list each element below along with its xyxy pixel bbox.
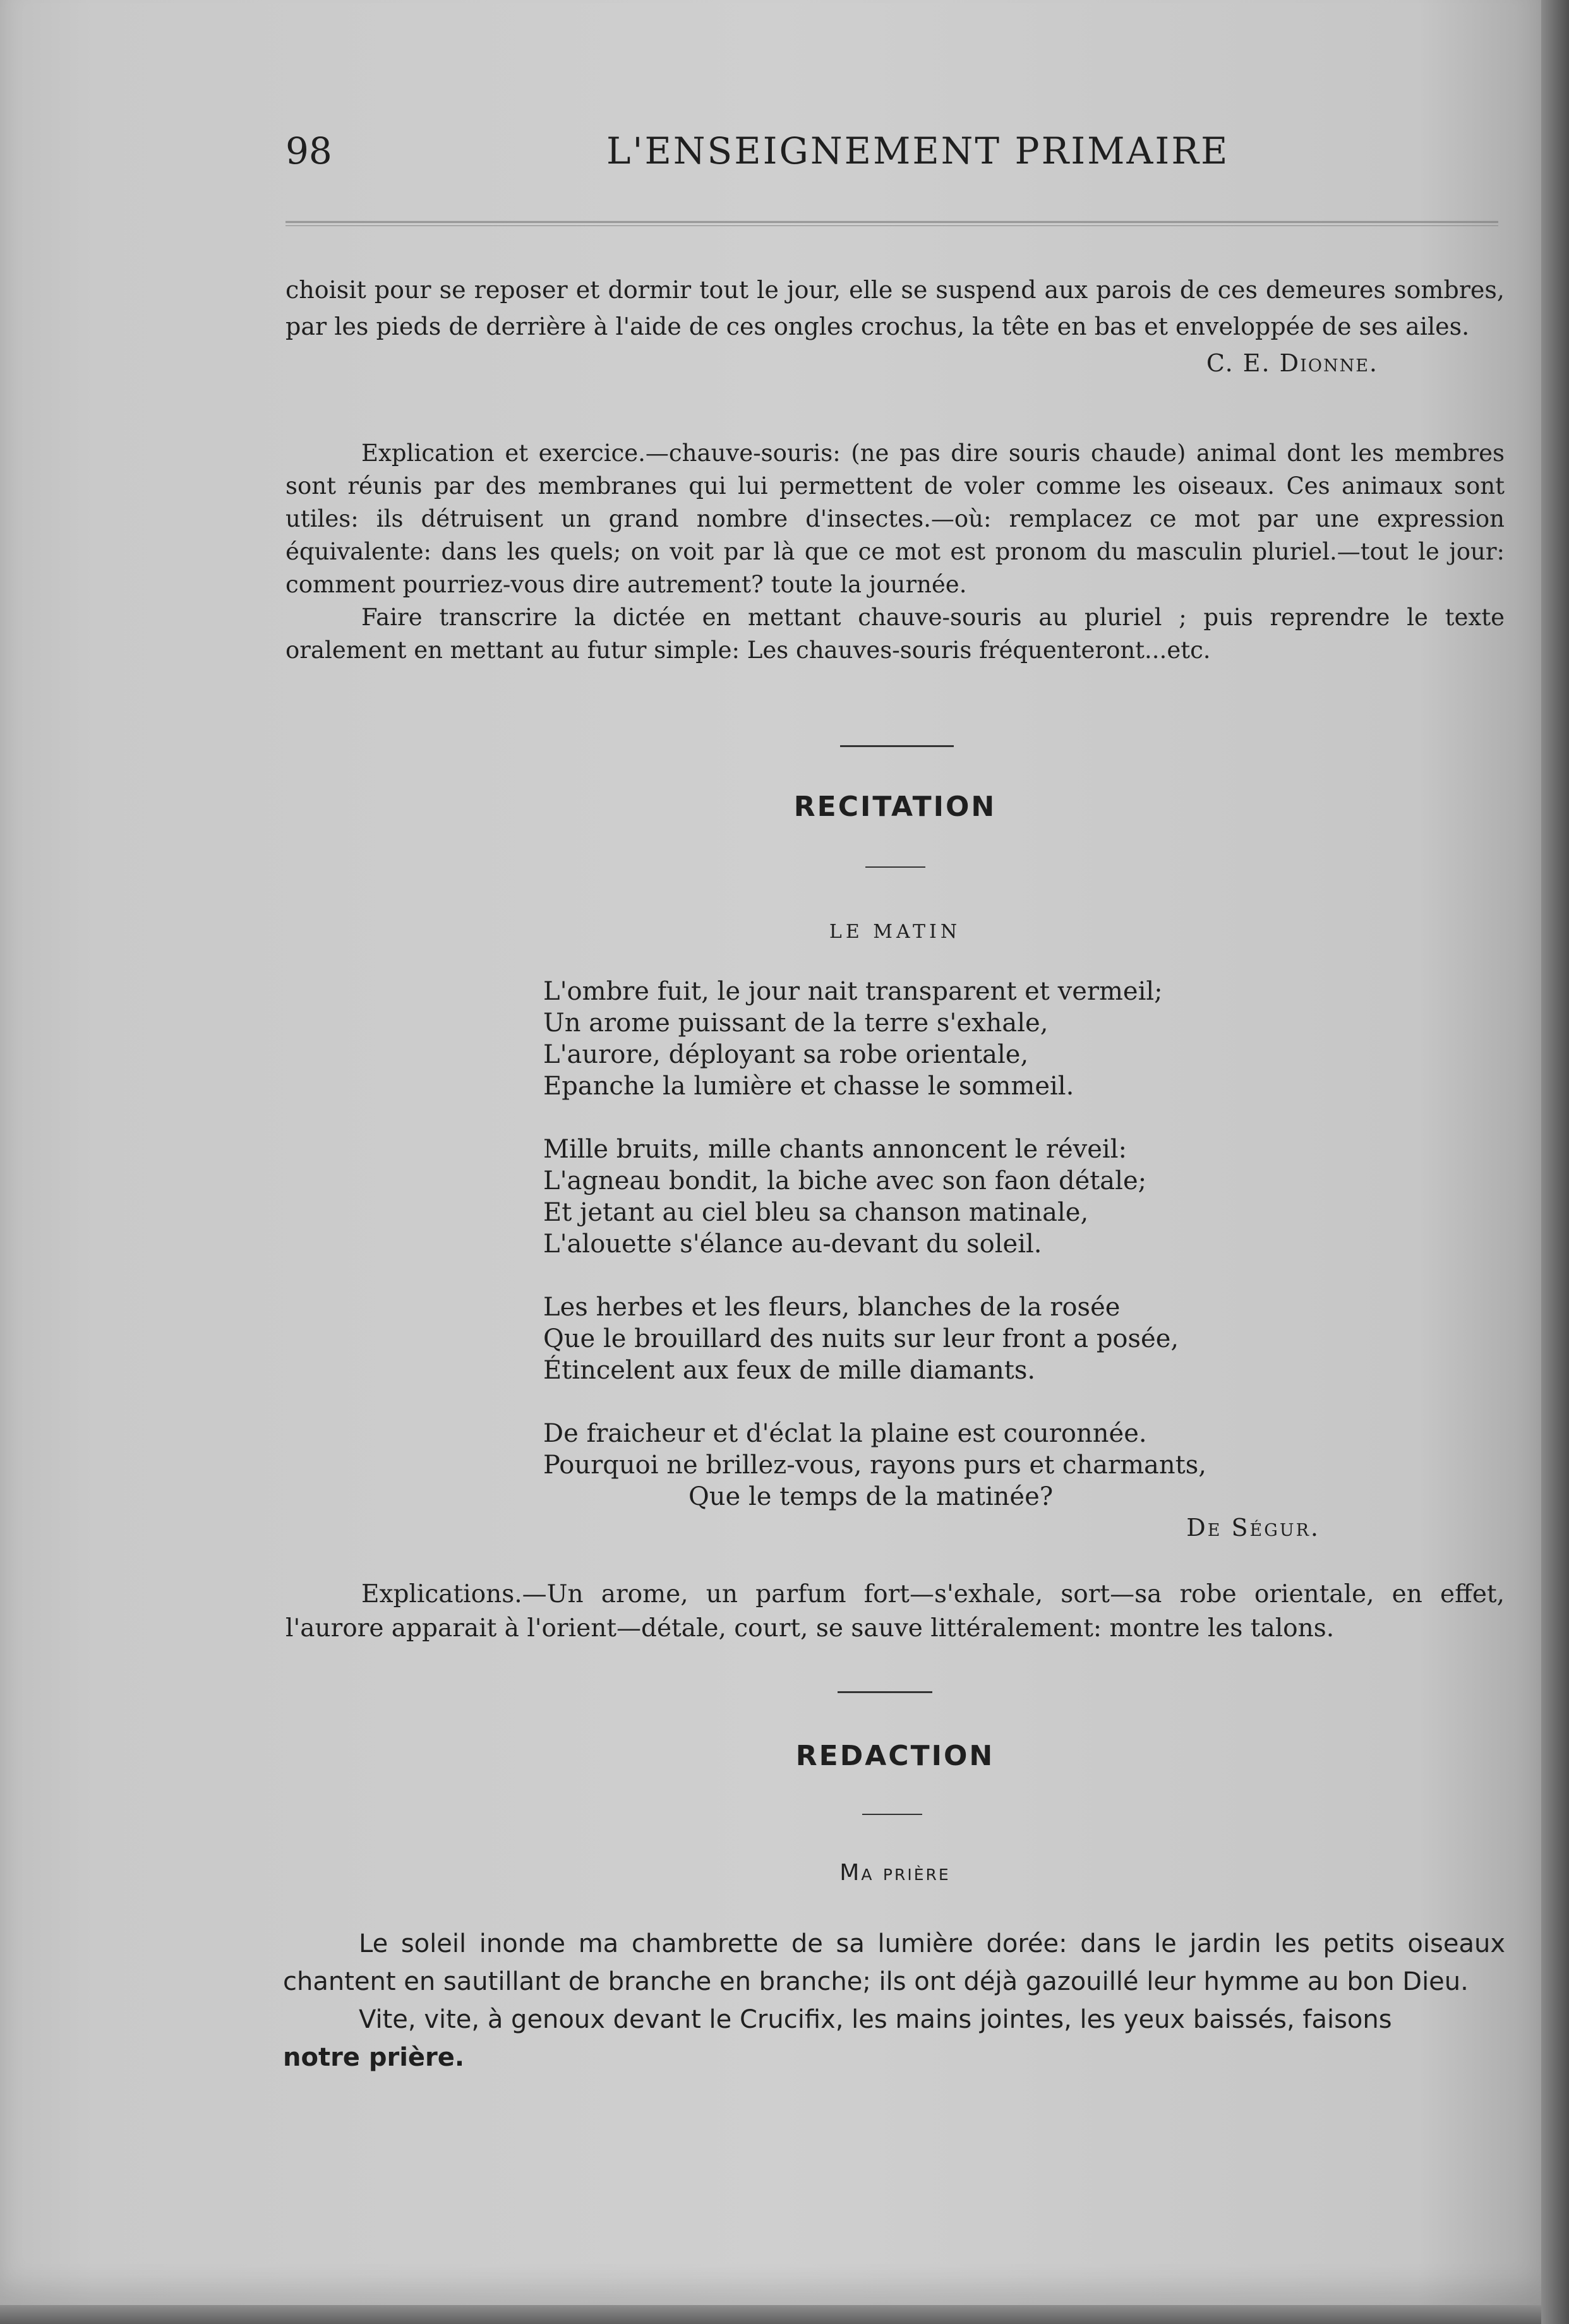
essay-paragraph-2: Vite, vite, à genoux devant le Crucifix, les mains jointes, les yeux baissés, faisons — [359, 2005, 1392, 2034]
dictation-paragraph: choisit pour se reposer et dormir tout le jour, elle se suspend aux parois de ces demeures sombres, par les pieds de derrière à l'aide de ces ongles crochus, la tête en bas et enveloppée de ses ailes. — [286, 276, 1505, 340]
dictation-author: C. E. Dionne. — [1206, 349, 1378, 377]
poem-stanza — [543, 1291, 1364, 1386]
section-divider — [840, 745, 954, 747]
poem-line: Et jetant au ciel bleu sa chanson matinale, — [543, 1198, 1089, 1227]
poem-title: LE MATIN — [829, 921, 961, 943]
essay-title: Ma prière — [839, 1860, 951, 1886]
poem-line: Que le brouillard des nuits sur leur front a posée, — [543, 1324, 1179, 1353]
section-divider — [838, 1691, 932, 1693]
poem-line: L'alouette s'élance au-devant du soleil. — [543, 1230, 1042, 1259]
dictation-text-block — [286, 272, 1505, 381]
poem-author: De Ségur. — [1186, 1514, 1320, 1542]
poem-line: Les herbes et les fleurs, blanches de la rosée — [543, 1293, 1121, 1322]
redaction-heading: REDACTION — [795, 1740, 995, 1772]
poem-line: Mille bruits, mille chants annoncent le réveil: — [543, 1135, 1127, 1164]
page-edge-bottom — [0, 2305, 1541, 2324]
poem-line: L'ombre fuit, le jour nait transparent et vermeil; — [543, 977, 1163, 1006]
running-title: L'ENSEIGNEMENT PRIMAIRE — [606, 129, 1230, 172]
poem-line: Pourquoi ne brillez-vous, rayons purs et charmants, — [543, 1451, 1206, 1480]
essay-paragraph-1: Le soleil inonde ma chambrette de sa lumière dorée: dans le jardin les petits oiseaux chantent en sautillant de branche en branche; ils ont déjà gazouillé leur hymme au bon Dieu. — [283, 1929, 1505, 1996]
explanation-paragraph-1: Explication et exercice.—chauve-souris: (ne pas dire souris chaude) animal dont les membres sont réunis par des membranes qui lui permettent de voler comme les oiseaux. Ces animaux sont utiles: ils détruisent un grand nombre d'insectes.—où: remplacez ce mot par une expression équivalente: dans les quels; on voit par là que ce mot est pronom du masculin pluriel.—tout le jour: comment pourriez-vous dire autrement? toute la journée. — [286, 440, 1505, 598]
header-rule — [286, 221, 1498, 226]
page-number: 98 — [286, 129, 332, 172]
explications-paragraph: Explications.—Un arome, un parfum fort—s'exhale, sort—sa robe orientale, en effet, l'aurore apparait à l'orient—détale, court, se sauve littéralement: montre les talons. — [286, 1580, 1505, 1643]
poem-stanza — [543, 976, 1364, 1102]
heading-underline — [862, 1814, 922, 1815]
poem-stanza — [543, 1134, 1364, 1260]
poem — [543, 976, 1364, 1544]
essay-paragraph-2-end: notre prière. — [283, 2043, 465, 2072]
poem-line: Étincelent aux feux de mille diamants. — [543, 1356, 1036, 1385]
recitation-heading: RECITATION — [793, 791, 997, 823]
essay-block — [283, 1925, 1505, 2076]
poem-stanza — [543, 1418, 1364, 1512]
poem-line: Epanche la lumière et chasse le sommeil. — [543, 1072, 1074, 1101]
poem-line: De fraicheur et d'éclat la plaine est couronnée. — [543, 1419, 1147, 1448]
explanation-paragraph-2: Faire transcrire la dictée en mettant chauve-souris au pluriel ; puis reprendre le texte oralement en mettant au futur simple: Les chauves-souris fréquenteront...etc. — [286, 604, 1505, 664]
poem-line: L'agneau bondit, la biche avec son faon détale; — [543, 1166, 1147, 1195]
page-edge-right — [1541, 0, 1569, 2324]
explanation-block — [286, 437, 1505, 667]
poem-line: Que le temps de la matinée? — [688, 1482, 1054, 1511]
recitation-explications — [286, 1578, 1505, 1646]
poem-line: L'aurore, déployant sa robe orientale, — [543, 1040, 1029, 1069]
poem-line: Un arome puissant de la terre s'exhale, — [543, 1009, 1049, 1038]
heading-underline — [865, 866, 925, 868]
